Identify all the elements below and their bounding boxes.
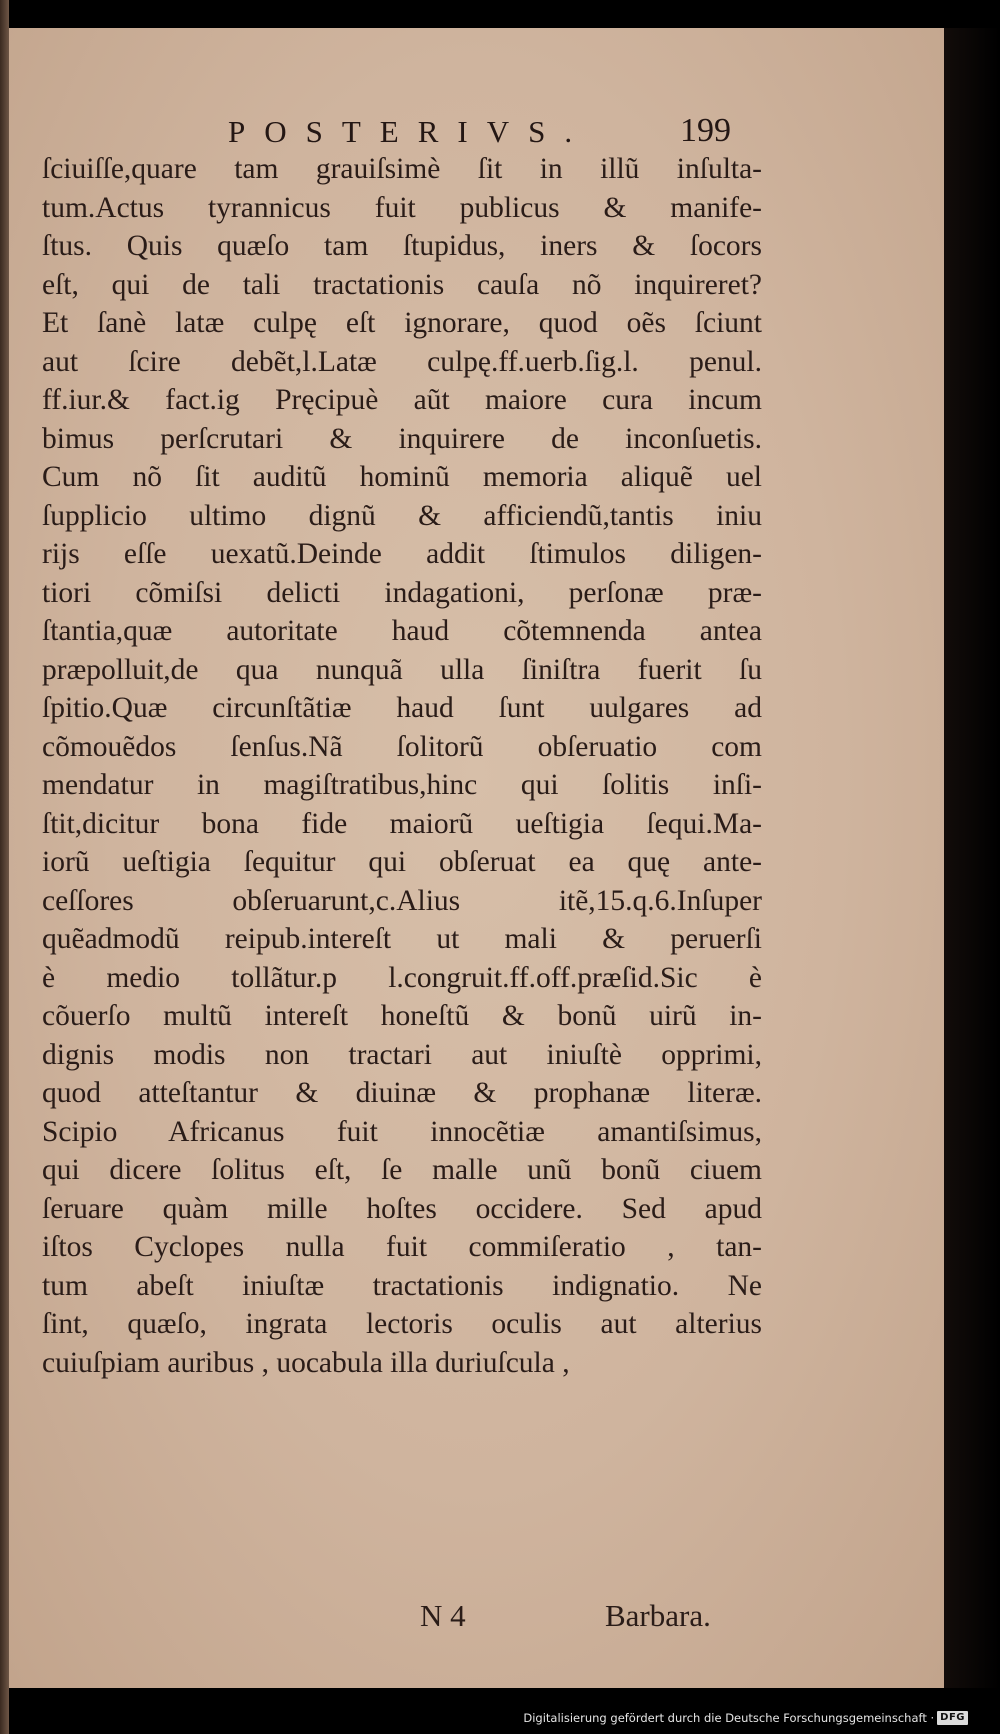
text-line: quẽadmodũ reipub.intereſt ut mali & peruerſi (42, 923, 762, 955)
catchword: Barbara. (605, 1598, 711, 1633)
catchline (420, 1598, 760, 1638)
text-line: præpolluit,de qua nunquã ulla ſiniſtra fuerit ſu (42, 653, 762, 686)
text-line: tum abeſt iniuſtæ tractationis indignatio. Ne (42, 1269, 762, 1302)
text-line: ſtit,dicitur bona fide maiorũ ueſtigia ſequi.Ma- (42, 807, 762, 840)
text-line: qui dicere ſolitus eſt, ſe malle unũ bonũ ciuem (42, 1154, 762, 1186)
page-number: 199 (680, 112, 731, 149)
page-shadow (944, 28, 1000, 1688)
text-line: ſtus. Quis quæſo tam ſtupidus, iners & ſocors (42, 230, 762, 262)
text-line: bimus perſcrutari & inquirere de inconſuetis. (42, 422, 762, 455)
text-line: dignis modis non tractari aut iniuſtè opprimi, (42, 1038, 762, 1071)
text-line: ſpitio.Quæ circunſtãtiæ haud ſunt uulgares ad (42, 692, 762, 724)
credit-text: Digitalisierung gefördert durch die Deutsche Forschungsgemeinschaft · (523, 1711, 935, 1725)
text-line: cõuerſo multũ intereſt honeſtũ & bonũ uirũ in- (42, 1000, 762, 1032)
text-line: Cum nõ ſit auditũ hominũ memoria aliquẽ uel (42, 461, 762, 493)
text-line: iorũ ueſtigia ſequitur qui obſeruat ea quę ante- (42, 846, 762, 878)
text-line: ſeruare quàm mille hoſtes occidere. Sed apud (42, 1192, 762, 1225)
signature-mark: N 4 (420, 1598, 466, 1633)
text-line: tum.Actus tyrannicus fuit publicus & manife- (42, 191, 762, 224)
text-line: quod atteſtantur & diuinæ & prophanæ literæ. (42, 1077, 762, 1109)
text-line: tiori cõmiſsi delicti indagationi, perſonæ præ- (42, 576, 762, 609)
text-line: ceſſores obſeruarunt,c.Alius itẽ,15.q.6.Inſuper (42, 884, 762, 917)
text-line: ſint, quæſo, ingrata lectoris oculis aut alterius (42, 1308, 762, 1340)
text-line: cuiuſpiam auribus , uocabula illa duriuſcula , (42, 1346, 570, 1379)
text-line: aut ſcire debẽt,l.Latæ culpę.ff.uerb.ſig.l. penul. (42, 345, 762, 378)
text-line: cõmouẽdos ſenſus.Nã ſolitorũ obſeruatio com (42, 730, 762, 763)
dfg-logo: DFG (937, 1711, 968, 1725)
text-line: rijs eſſe uexatũ.Deinde addit ſtimulos diligen- (42, 538, 762, 570)
text-line: mendatur in magiſtratibus,hinc qui ſolitis inſi- (42, 769, 762, 801)
text-line: ſtantia,quæ autoritate haud cõtemnenda antea (42, 615, 762, 647)
text-line: iſtos Cyclopes nulla fuit commiſeratio , tan- (42, 1231, 762, 1263)
text-line: ff.iur.& fact.ig Pręcipuè aũt maiore cura incum (42, 384, 762, 416)
digitization-credit (523, 1708, 968, 1728)
text-line: eſt, qui de tali tractationis cauſa nõ inquireret? (42, 268, 762, 301)
text-line: ſupplicio ultimo dignũ & afficiendũ,tantis iniu (42, 499, 762, 532)
book-spine-edge (0, 0, 9, 1734)
text-line: ſciuiſſe,quare tam grauiſsimè ſit in illũ inſulta- (42, 153, 762, 185)
body-text (42, 150, 762, 1382)
text-line: Scipio Africanus fuit innocẽtiæ amantiſsimus, (42, 1115, 762, 1148)
text-line: è medio tollãtur.p l.congruit.ff.off.præſid.Sic è (42, 961, 762, 994)
running-head: POSTERIVS. (228, 114, 592, 149)
text-line: Et ſanè latæ culpę eſt ignorare, quod oẽs ſciunt (42, 307, 762, 339)
